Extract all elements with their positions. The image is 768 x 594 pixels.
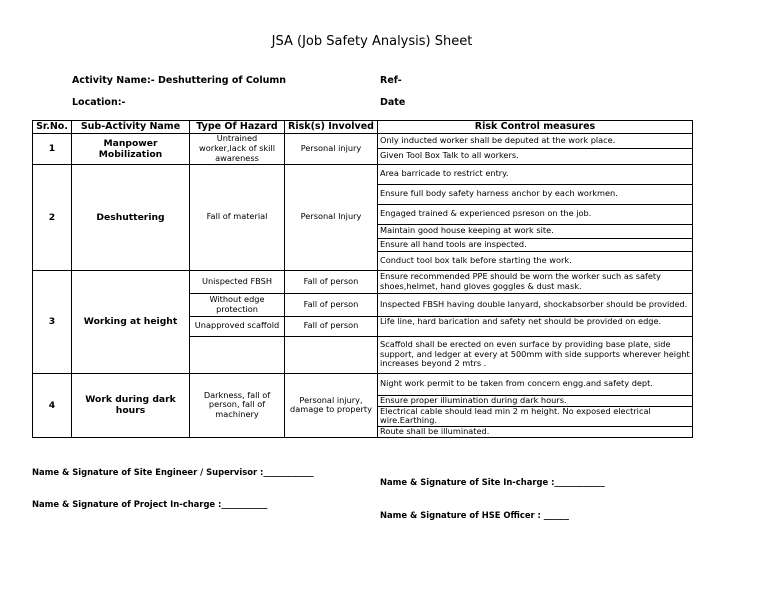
header-sub-activity: Sub-Activity Name xyxy=(72,121,190,134)
hazard-cell: Darkness, fall of person, fall of machinery xyxy=(190,373,285,438)
hazard-cell: Untrained worker,lack of skill awareness xyxy=(190,134,285,165)
measure-cell: Maintain good house keeping at work site. xyxy=(378,224,693,238)
sub-activity-cell: Deshuttering xyxy=(72,164,190,270)
sub-activity-cell: Working at height xyxy=(72,270,190,373)
measure-cell: Life line, hard barication and safety net should be provided on edge. xyxy=(378,316,693,336)
header-hazard-type: Type Of Hazard xyxy=(190,121,285,134)
risk-cell: Personal injury, damage to property xyxy=(285,373,378,438)
measure-cell: Area barricade to restrict entry. xyxy=(378,164,693,184)
site-engineer-signature: Name & Signature of Site Engineer / Supervisor :____________ xyxy=(32,467,314,477)
measure-cell: Engaged trained & experienced psreson on the job. xyxy=(378,204,693,224)
project-incharge-signature: Name & Signature of Project In-charge :___________ xyxy=(32,499,268,509)
empty-hazard-cell xyxy=(190,336,285,373)
measure-cell: Electrical cable should lead min 2 m height. No exposed electrical wire.Earthing. xyxy=(378,406,693,427)
ref-label: Ref- xyxy=(380,75,402,86)
measure-cell: Ensure all hand tools are inspected. xyxy=(378,238,693,251)
sub-activity-cell: Manpower Mobilization xyxy=(72,134,190,165)
header-control-measures: Risk Control measures xyxy=(378,121,693,134)
hse-officer-signature: Name & Signature of HSE Officer : ______ xyxy=(380,510,569,520)
measure-cell: Route shall be illuminated. xyxy=(378,427,693,438)
risk-cell: Fall of person xyxy=(285,293,378,316)
hazard-cell: Unispected FBSH xyxy=(190,270,285,293)
risk-cell: Personal Injury xyxy=(285,164,378,270)
jsa-table xyxy=(32,120,693,438)
sub-activity-cell: Work during dark hours xyxy=(72,373,190,438)
measure-cell: Ensure full body safety harness anchor by each workmen. xyxy=(378,184,693,204)
measure-cell: Ensure recommended PPE should be worn the worker such as safety shoes,helmet, hand gloves goggles & dust mask. xyxy=(378,270,693,293)
risk-cell: Personal injury xyxy=(285,134,378,165)
hazard-cell: Unapproved scaffold xyxy=(190,316,285,336)
hazard-cell: Fall of material xyxy=(190,164,285,270)
measure-cell: Ensure proper illumination during dark hours. xyxy=(378,395,693,406)
header-sr-no: Sr.No. xyxy=(33,121,72,134)
location-label: Location:- xyxy=(72,97,126,108)
measure-cell: Night work permit to be taken from concern engg.and safety dept. xyxy=(378,373,693,395)
hazard-cell: Without edge protection xyxy=(190,293,285,316)
table-row xyxy=(33,164,693,184)
site-incharge-signature: Name & Signature of Site In-charge :____________ xyxy=(380,477,605,487)
date-label: Date xyxy=(380,97,406,108)
sr-no-cell: 1 xyxy=(33,134,72,165)
header-risks: Risk(s) Involved xyxy=(285,121,378,134)
measure-cell: Inspected FBSH having double lanyard, shockabsorber should be provided. xyxy=(378,293,693,316)
table-header-row xyxy=(33,121,693,134)
risk-cell: Fall of person xyxy=(285,270,378,293)
measure-cell: Scaffold shall be erected on even surface by providing base plate, side support, and ledger at every at 500mm with side supports wherever height increases beyond 2 mtrs . xyxy=(378,336,693,373)
table-row xyxy=(33,134,693,149)
sr-no-cell: 3 xyxy=(33,270,72,373)
empty-risk-cell xyxy=(285,336,378,373)
activity-name: Activity Name:- Deshuttering of Column xyxy=(72,75,287,86)
sheet-title: JSA (Job Safety Analysis) Sheet xyxy=(271,34,473,49)
measure-cell: Only inducted worker shall be deputed at the work place. xyxy=(378,134,693,149)
table-row xyxy=(33,270,693,293)
table-row xyxy=(33,373,693,395)
sr-no-cell: 4 xyxy=(33,373,72,438)
measure-cell: Conduct tool box talk before starting the work. xyxy=(378,251,693,270)
sr-no-cell: 2 xyxy=(33,164,72,270)
measure-cell: Given Tool Box Talk to all workers. xyxy=(378,149,693,164)
risk-cell: Fall of person xyxy=(285,316,378,336)
